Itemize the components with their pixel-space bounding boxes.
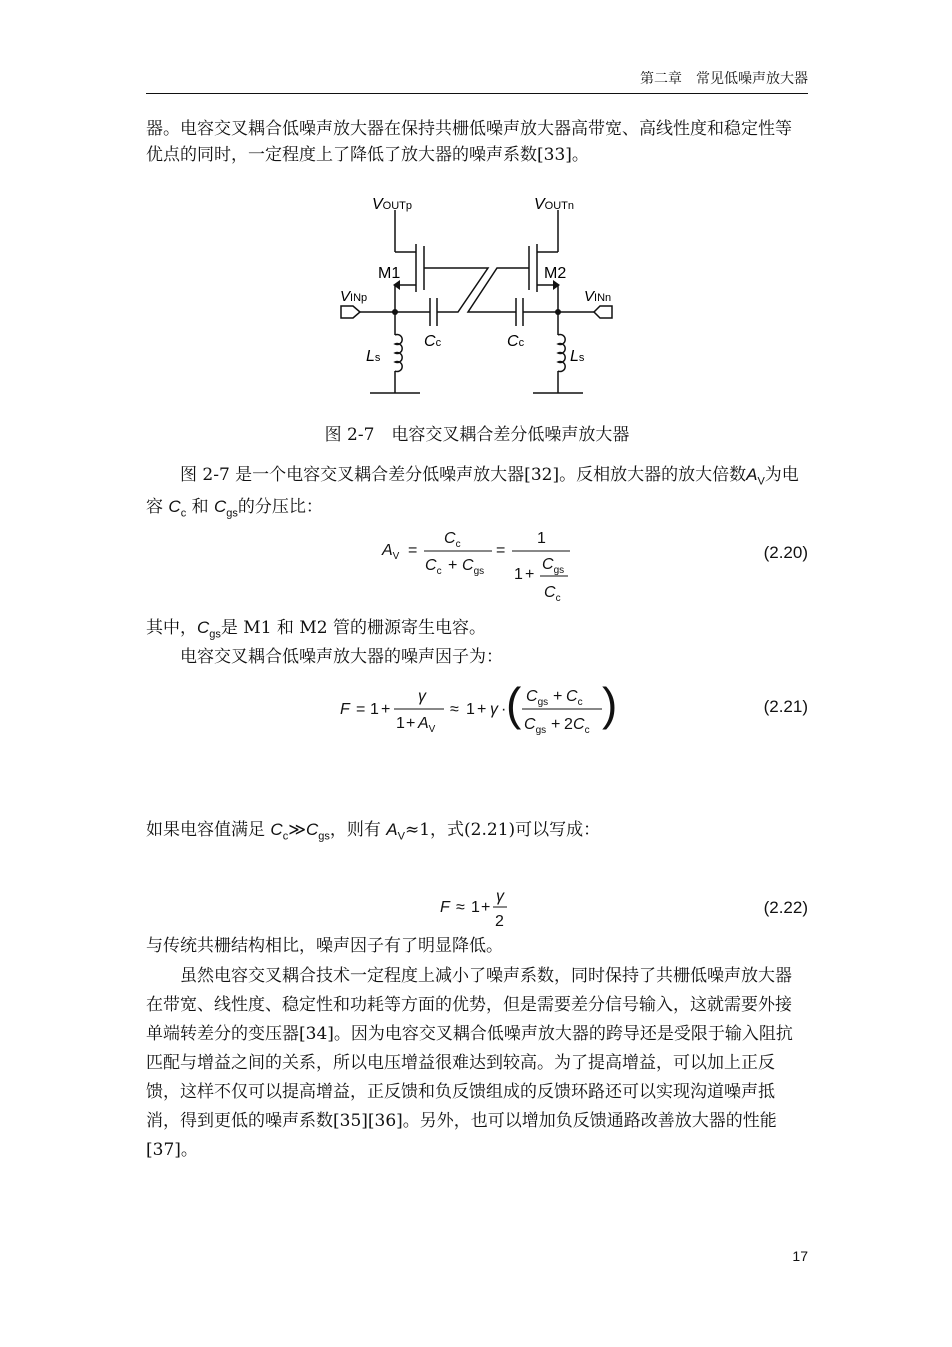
running-header: 第二章 常见低噪声放大器 xyxy=(640,71,808,87)
equation-2-22 xyxy=(436,884,526,934)
svg-text:=: = xyxy=(496,542,506,559)
figure-caption: 图 2-7 电容交叉耦合差分低噪声放大器 xyxy=(324,425,630,445)
svg-text:=: = xyxy=(408,542,418,559)
svg-text:AV: $A_V$ xyxy=(382,542,400,562)
equation-2-20 xyxy=(380,522,600,608)
cc-label-right: Cc xyxy=(507,333,525,350)
m2-label: M2 xyxy=(544,265,567,282)
vinn-label: VINn xyxy=(584,288,612,305)
svg-text:≈: ≈ xyxy=(456,899,465,916)
voutn-label: VOUTn xyxy=(534,196,575,213)
circuit-diagram xyxy=(330,190,630,405)
svg-text:1: 1 xyxy=(396,715,405,732)
svg-text:2: 2 xyxy=(564,716,573,733)
svg-text:Cgs: $C_{gs}$ xyxy=(542,556,565,576)
svg-text:): ) xyxy=(602,678,618,730)
svg-text:+: + xyxy=(481,899,491,916)
equation-number-2-22: (2.22) xyxy=(763,898,808,917)
page-number: 17 xyxy=(792,1248,808,1264)
equation-number-2-21: (2.21) xyxy=(763,697,808,716)
paragraph-comparison: 与传统共栅结构相比，噪声因子有了明显降低。 xyxy=(146,936,503,956)
svg-text:Cc: $C_c$ xyxy=(566,688,583,708)
svg-text:+: + xyxy=(381,701,391,718)
svg-text:1: 1 xyxy=(514,566,523,583)
svg-text:1: 1 xyxy=(537,530,546,547)
svg-text:+: + xyxy=(553,688,563,705)
svg-text:+: + xyxy=(406,715,416,732)
svg-text:2: 2 xyxy=(495,913,504,930)
equation-2-21 xyxy=(336,676,626,742)
svg-text:γ: γ xyxy=(490,701,498,718)
svg-text:Cc: $C_c$ xyxy=(544,584,561,604)
svg-text:+: + xyxy=(551,716,561,733)
svg-text:Cc: $C_c$ xyxy=(573,716,590,736)
m1-label: M1 xyxy=(378,265,401,282)
svg-text:F: F xyxy=(340,701,350,718)
ls-label-right: Ls xyxy=(570,348,585,365)
paragraph-cgs-definition: 其中，$C_{gs}$是 M1 和 M2 管的栅源寄生电容。 xyxy=(146,618,486,641)
node-dot-right xyxy=(555,309,561,315)
svg-text:F: F xyxy=(440,899,450,916)
svg-text:AV: $A_V$ xyxy=(418,715,436,735)
svg-text:γ: γ xyxy=(418,688,426,705)
svg-text:Cc: $C_c$ xyxy=(444,530,461,550)
svg-text:1: 1 xyxy=(466,701,475,718)
svg-text:Cgs: $C_{gs}$ xyxy=(526,688,549,708)
ls-label-left: Ls xyxy=(366,348,381,365)
svg-text:=: = xyxy=(356,701,366,718)
paragraph-discussion: 虽然电容交叉耦合技术一定程度上减小了噪声系数，同时保持了共栅低噪声放大器在带宽、线性度、稳定性和功耗等方面的优势，但是需要差分信号输入，这就需要外接单端转差分的变压器[34]。因为电容交叉耦合低噪声放大器的跨导还是受限于输入阻抗匹配与增益之间的关系，所以电压增益很难达到较高。为了提高增益，可以加上正反馈，这样不仅可以提高增益，正反馈和负反馈组成的反馈环路还可以实现沟道噪声抵消，得到更低的噪声系数[35][36]。另外，也可以增加负反馈通路改善放大器的性能[37]。 xyxy=(146,966,793,1160)
svg-text:≈: ≈ xyxy=(450,701,459,718)
header-rule xyxy=(146,93,808,94)
svg-text:+: + xyxy=(525,566,535,583)
paragraph-intro: 器。电容交叉耦合低噪声放大器在保持共栅低噪声放大器高带宽、高线性度和稳定性等优点的同时，一定程度上了降低了放大器的噪声系数[33]。 xyxy=(146,119,792,165)
paragraph-fig-description: 图 2-7 是一个电容交叉耦合差分低噪声放大器[32]。反相放大器的放大倍数$A_V$为电容 $C_c$ 和 $C_{gs}$的分压比： xyxy=(146,465,799,520)
svg-text:+: + xyxy=(477,701,487,718)
svg-text:·: · xyxy=(501,701,507,718)
svg-text:1: 1 xyxy=(370,701,379,718)
equation-number-2-20: (2.20) xyxy=(763,543,808,562)
vinp-label: VINp xyxy=(340,288,368,305)
paragraph-noise-factor-intro: 电容交叉耦合低噪声放大器的噪声因子为： xyxy=(180,647,503,667)
svg-text:1: 1 xyxy=(471,899,480,916)
svg-text:γ: γ xyxy=(496,888,504,905)
voutp-label: VOUTp xyxy=(372,196,413,213)
svg-text:Cc: $C_c$ xyxy=(425,557,442,577)
cc-label-left: Cc xyxy=(424,333,442,350)
svg-text:Cgs: $C_{gs}$ xyxy=(462,557,485,577)
paragraph-approximation: 如果电容值满足 $C_c≫C_{gs}$，则有 $A_V\approx 1$，式(2.21)可以写成： xyxy=(146,820,601,843)
svg-text:(: ( xyxy=(506,678,522,730)
node-dot-left xyxy=(392,309,398,315)
svg-text:Cgs: $C_{gs}$ xyxy=(524,716,547,736)
svg-text:+: + xyxy=(448,557,458,574)
